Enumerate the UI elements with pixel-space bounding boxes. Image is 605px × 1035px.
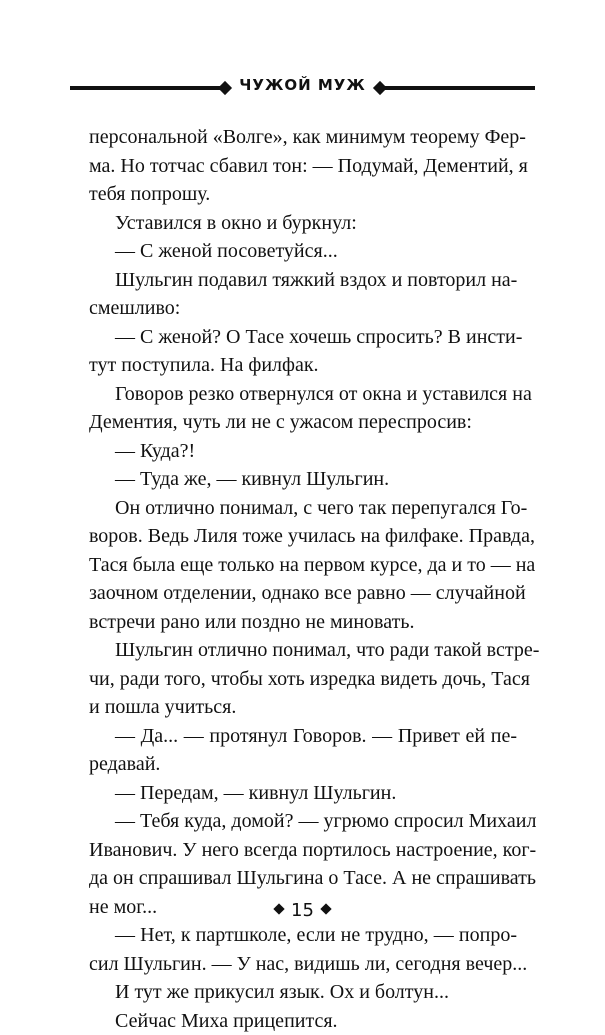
text-line: — Передам, — кивнул Шульгин. — [89, 779, 517, 808]
text-line: — С женой посоветуйся... — [89, 237, 517, 266]
page-number: 15 — [291, 900, 314, 921]
text-line: не мог... — [89, 893, 517, 922]
diamond-ornament-icon — [320, 903, 331, 914]
text-line: встречи рано или поздно не миновать. — [89, 608, 517, 637]
text-line: Он отлично понимал, с чего так перепугался Го- — [89, 494, 517, 523]
text-line: И тут же прикусил язык. Ох и болтун... — [89, 978, 517, 1007]
text-line: заочном отделении, однако все равно — случайной — [89, 579, 517, 608]
text-line: смешливо: — [89, 294, 517, 323]
text-line: Шульгин отлично понимал, что ради такой встре- — [89, 636, 517, 665]
running-header — [70, 72, 535, 102]
text-line: Сейчас Миха прицепится. — [89, 1007, 517, 1035]
running-title: ЧУЖОЙ МУЖ — [70, 76, 535, 94]
page-number-footer — [0, 900, 605, 921]
text-line: сил Шульгин. — У нас, видишь ли, сегодня вечер... — [89, 950, 517, 979]
text-line: Тася была еще только на первом курсе, да и то — на — [89, 551, 517, 580]
text-line: ма. Но тотчас сбавил тон: — Подумай, Дементий, я — [89, 152, 517, 181]
text-line: редавай. — [89, 750, 517, 779]
text-line: персональной «Волге», как минимум теорему Фер- — [89, 123, 517, 152]
body-text — [89, 123, 517, 1035]
text-line: — Да... — протянул Говоров. — Привет ей пе- — [89, 722, 517, 751]
text-line: Иванович. У него всегда портилось настроение, ког- — [89, 836, 517, 865]
text-line: — С женой? О Тасе хочешь спросить? В инсти- — [89, 323, 517, 352]
text-line: — Тебя куда, домой? — угрюмо спросил Михаил — [89, 807, 517, 836]
text-line: да он спрашивал Шульгина о Тасе. А не спрашивать — [89, 864, 517, 893]
text-line: — Туда же, — кивнул Шульгин. — [89, 465, 517, 494]
text-line: воров. Ведь Лиля тоже училась на филфаке. Правда, — [89, 522, 517, 551]
text-line: — Нет, к партшколе, если не трудно, — попро- — [89, 921, 517, 950]
header-rule-right — [383, 86, 535, 90]
text-line: Говоров резко отвернулся от окна и уставился на — [89, 380, 517, 409]
text-line: — Куда?! — [89, 437, 517, 466]
text-line: и пошла учиться. — [89, 693, 517, 722]
text-line: Уставился в окно и буркнул: — [89, 209, 517, 238]
diamond-ornament-icon — [273, 903, 284, 914]
text-line: Дементия, чуть ли не с ужасом переспросив: — [89, 408, 517, 437]
text-line: чи, ради того, чтобы хоть изредка видеть дочь, Тася — [89, 665, 517, 694]
text-line: тут поступила. На филфак. — [89, 351, 517, 380]
text-line: Шульгин подавил тяжкий вздох и повторил на- — [89, 266, 517, 295]
text-line: тебя попрошу. — [89, 180, 517, 209]
